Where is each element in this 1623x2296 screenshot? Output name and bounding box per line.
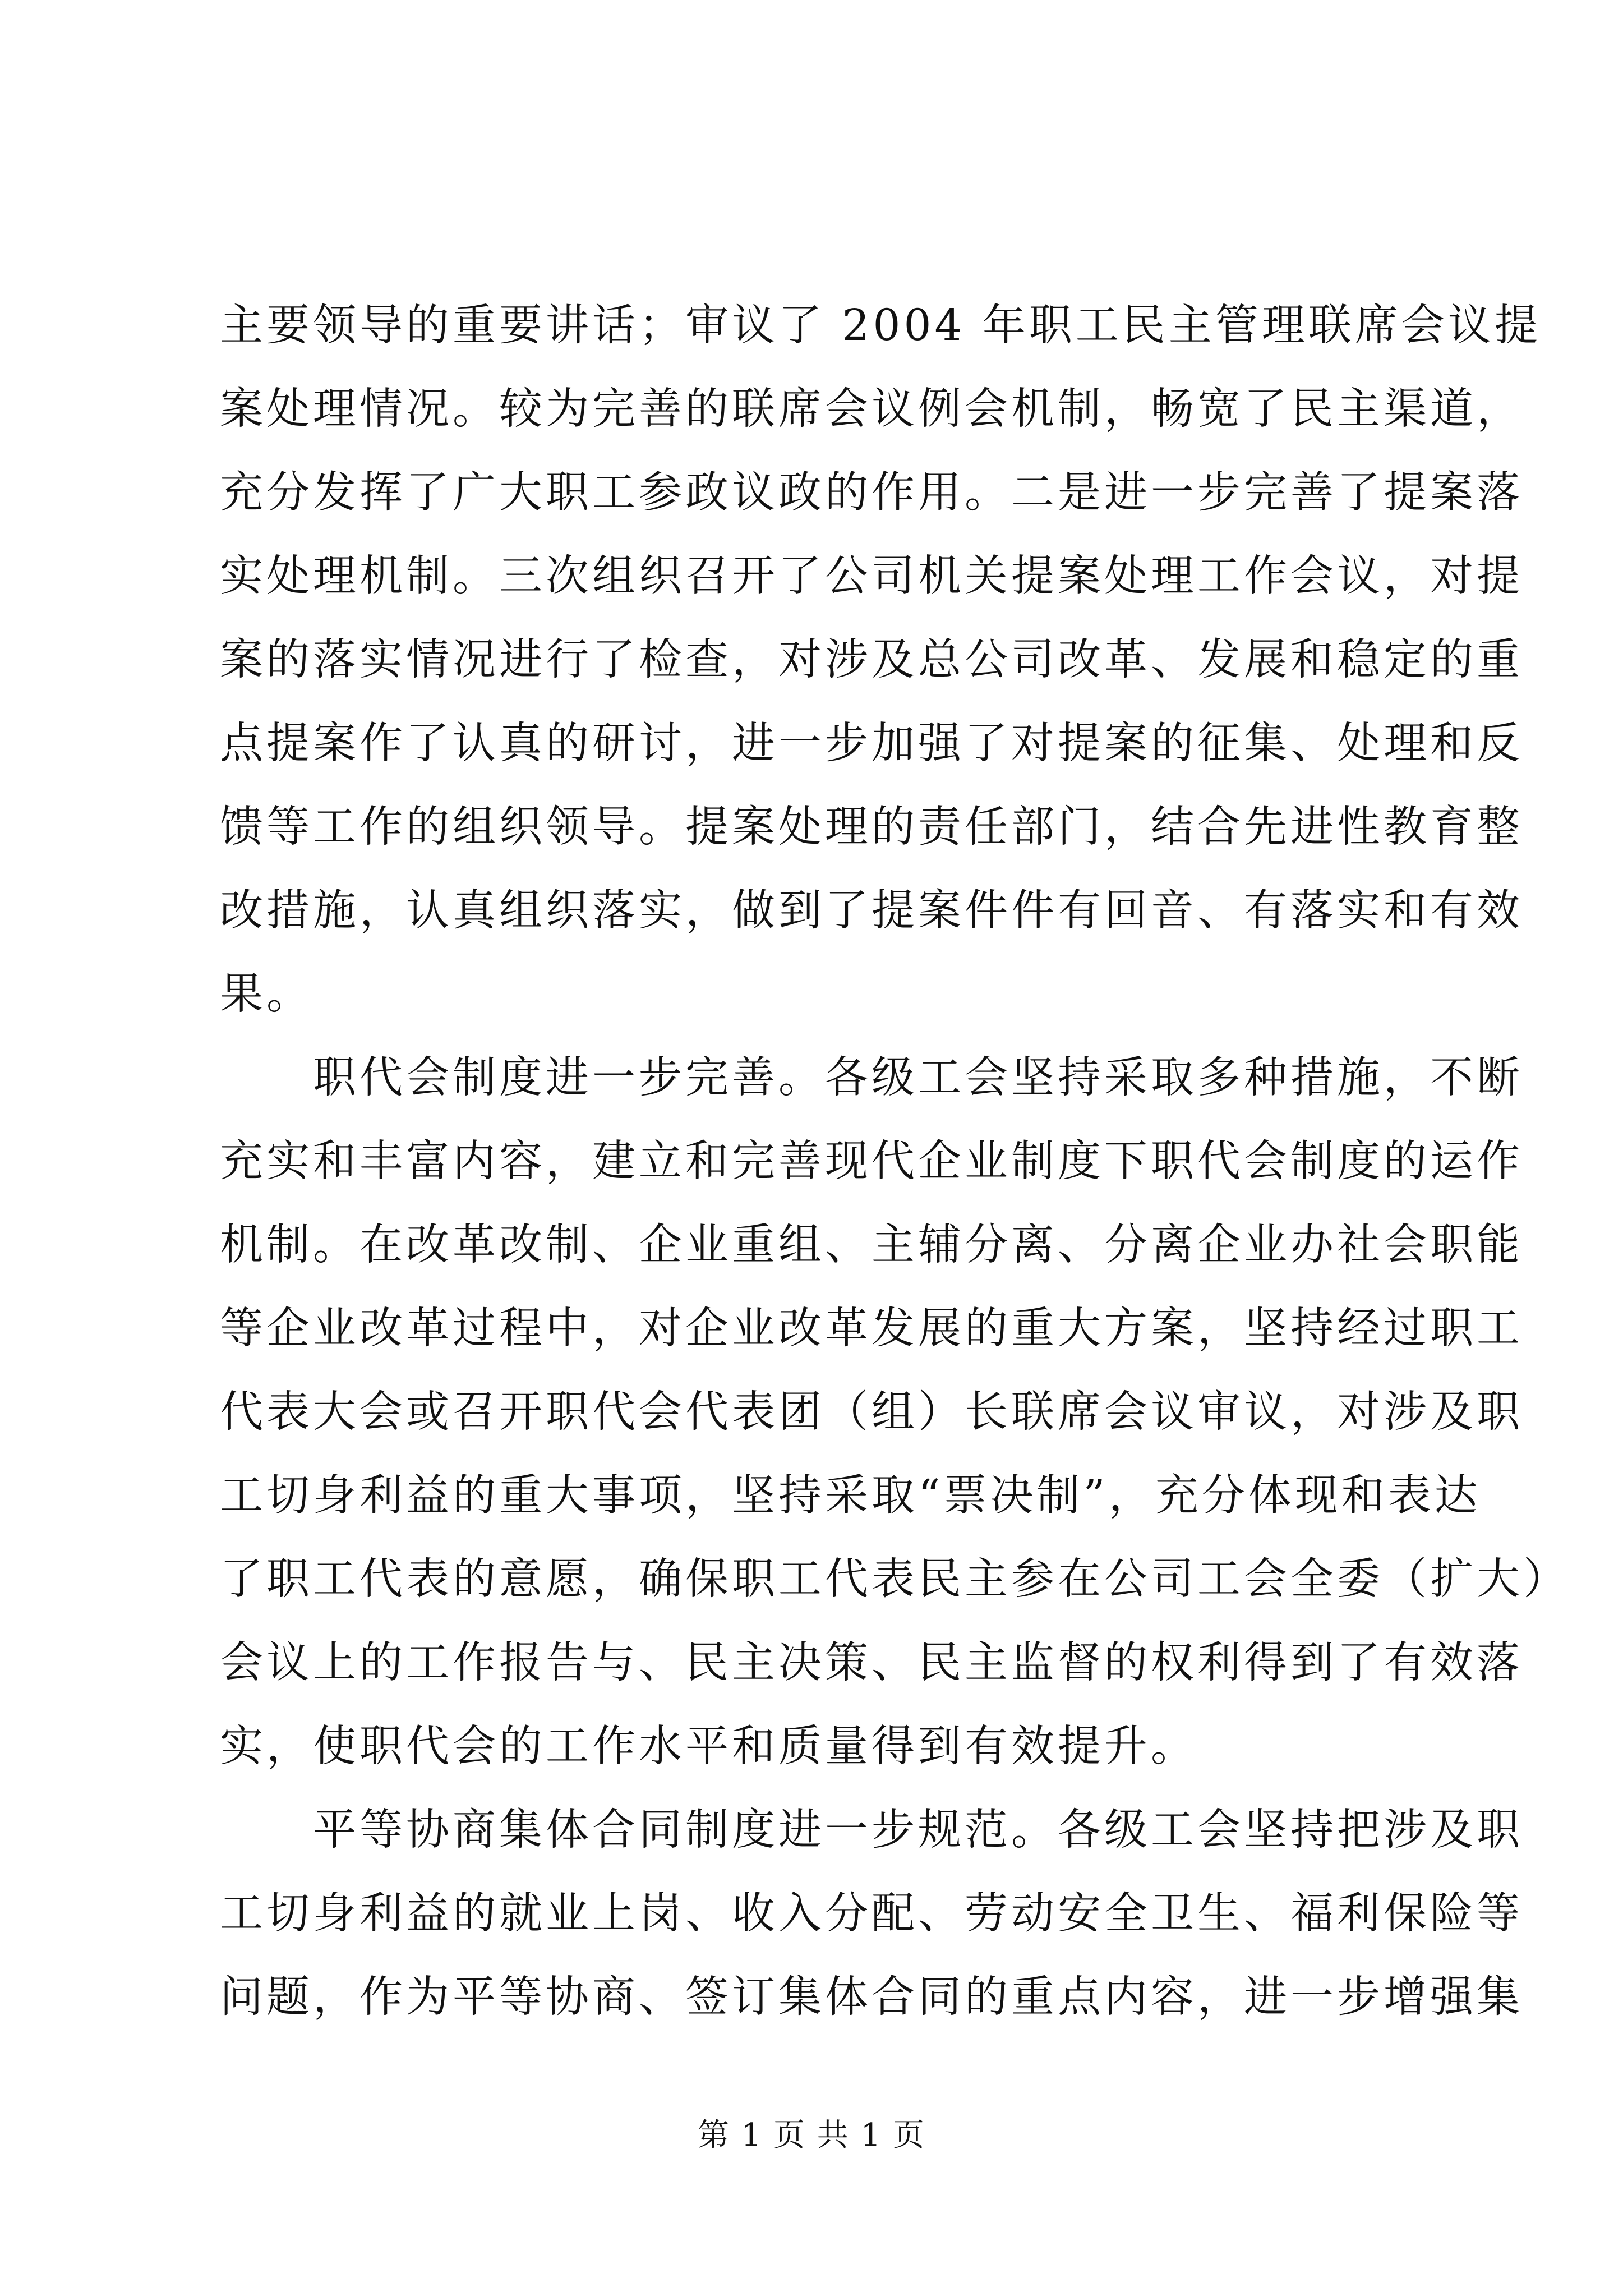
text-line: 工切身利益的就业上岗、收入分配、劳动安全卫生、福利保险等 — [220, 1889, 1523, 1939]
text-line: 点提案作了认真的研讨，进一步加强了对提案的征集、处理和反 — [220, 719, 1523, 769]
text-line: 充分发挥了广大职工参政议政的作用。二是进一步完善了提案落 — [220, 468, 1523, 518]
text-line: 职代会制度进一步完善。各级工会坚持采取多种措施，不断 — [220, 1053, 1523, 1103]
text-line: 实，使职代会的工作水平和质量得到有效提升。 — [220, 1722, 1197, 1772]
text-line: 果。 — [220, 969, 313, 1019]
text-line: 工切身利益的重大事项，坚持采取“票决制”，充分体现和表达 — [220, 1471, 1481, 1521]
text-line: 机制。在改革改制、企业重组、主辅分离、分离企业办社会职能 — [220, 1220, 1523, 1270]
text-line: 平等协商集体合同制度进一步规范。各级工会坚持把涉及职 — [220, 1805, 1523, 1855]
text-line: 代表大会或召开职代会代表团（组）长联席会议审议，对涉及职 — [220, 1387, 1523, 1437]
text-line: 实处理机制。三次组织召开了公司机关提案处理工作会议，对提 — [220, 551, 1523, 601]
text-line: 馈等工作的组织领导。提案处理的责任部门，结合先进性教育整 — [220, 802, 1523, 852]
body-text — [220, 284, 1570, 2039]
text-line: 充实和丰富内容，建立和完善现代企业制度下职代会制度的运作 — [220, 1137, 1523, 1186]
text-line: 主要领导的重要讲话；审议了 2004 年职工民主管理联席会议提 — [220, 301, 1541, 351]
text-line: 会议上的工作报告与、民主决策、民主监督的权利得到了有效落 — [220, 1638, 1523, 1688]
text-line: 等企业改革过程中，对企业改革发展的重大方案，坚持经过职工 — [220, 1304, 1523, 1354]
page-number-footer: 第 1 页 共 1 页 — [697, 2117, 926, 2154]
text-line: 问题，作为平等协商、签订集体合同的重点内容，进一步增强集 — [220, 1972, 1523, 2022]
text-line: 了职工代表的意愿，确保职工代表民主参在公司工会全委（扩大） — [220, 1554, 1570, 1604]
text-line: 案的落实情况进行了检查，对涉及总公司改革、发展和稳定的重 — [220, 635, 1523, 685]
text-line: 改措施，认真组织落实，做到了提案件件有回音、有落实和有效 — [220, 886, 1523, 936]
text-line: 案处理情况。较为完善的联席会议例会机制，畅宽了民主渠道， — [220, 384, 1523, 434]
